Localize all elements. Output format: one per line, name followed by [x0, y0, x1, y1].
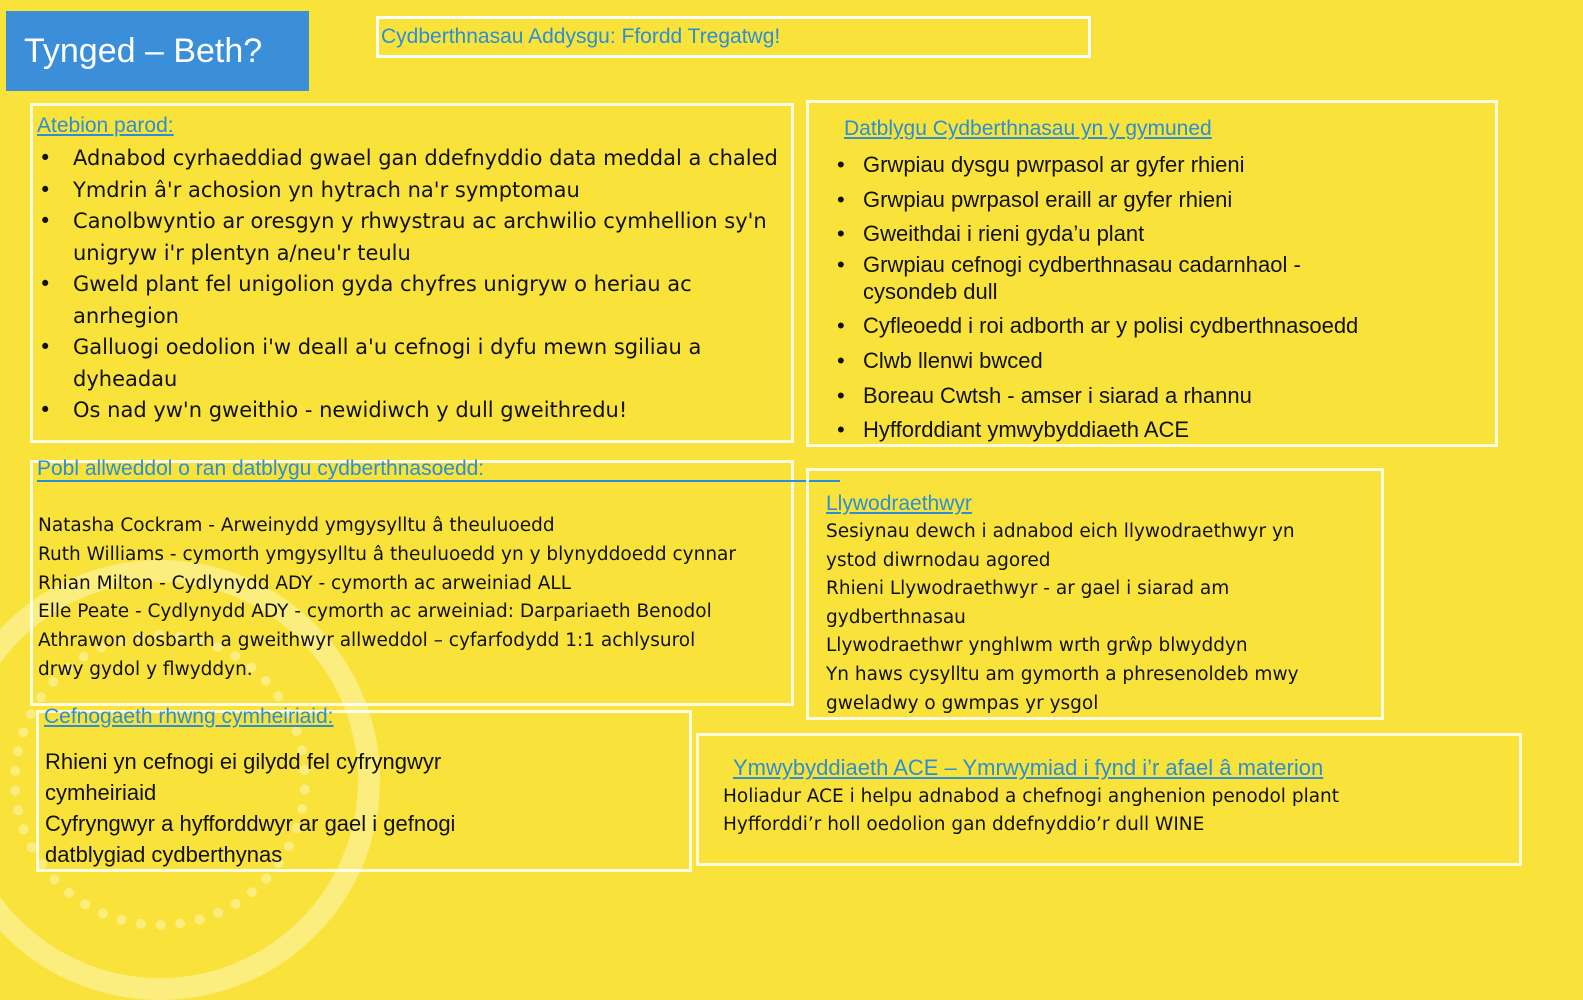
- ace-line: Hyfforddi’r holl oedolion gan ddefnyddio’r dull WINE: [723, 814, 1205, 835]
- pobl-line: Natasha Cockram - Arweinydd ymgysylltu â theuluoedd: [38, 515, 555, 536]
- ace-lines: [723, 783, 1339, 839]
- cefnogaeth-heading: Cefnogaeth rhwng cymheiriaid:: [44, 705, 334, 728]
- cefnogaeth-line: Rhieni yn cefnogi ei gilydd fel cyfryngwyr: [45, 749, 442, 774]
- list-item: • Canolbwyntio ar oresgyn y rhwystrau ac archwilio cymhellion sy'n unigryw i'r plentyn a/neu'r teulu: [39, 209, 767, 265]
- pobl-line: Athrawon dosbarth a gweithwyr allweddol – cyfarfodydd 1:1 achlysurol: [38, 630, 696, 652]
- llywodraethwyr-line: Llywodraethwr ynghlwm wrth grŵp blwyddyn: [826, 635, 1248, 657]
- cefnogaeth-line: datblygiad cydberthynas: [45, 842, 283, 867]
- cefnogaeth-line: cymheiriaid: [45, 780, 157, 805]
- pobl-line: drwy gydol y flwyddyn.: [38, 658, 253, 680]
- llywodraethwyr-line: gydberthnasau: [826, 606, 966, 628]
- list-item: • Grwpiau cefnogi cydberthnasau cadarnhaol - cysondeb dull: [837, 252, 1301, 304]
- list-item: • Boreau Cwtsh - amser i siarad a rhannu: [837, 382, 1252, 408]
- list-item: • Hyfforddiant ymwybyddiaeth ACE: [837, 417, 1190, 442]
- llywodraethwyr-line: ystod diwrnodau agored: [826, 549, 1051, 571]
- ace-heading: Ymwybyddiaeth ACE – Ymrwymiad i fynd i’r afael â materion: [733, 755, 1324, 780]
- pobl-lines: [38, 512, 736, 685]
- cefnogaeth-lines: [45, 746, 455, 870]
- atebion-heading: Atebion parod:: [37, 114, 174, 137]
- llywodraethwyr-line: Rhieni Llywodraethwyr - ar gael i siarad am: [826, 578, 1230, 600]
- llywodraethwyr-line: Yn haws cysylltu am gymorth a phresenoldeb mwy: [826, 663, 1299, 685]
- pobl-line: Rhian Milton - Cydlynydd ADY - cymorth ac arweiniad ALL: [38, 572, 572, 594]
- page-title: Tynged – Beth?: [6, 11, 309, 91]
- list-item: • Gweithdai i rieni gyda’u plant: [837, 221, 1145, 246]
- list-item: • Cyfleoedd i roi adborth ar y polisi cydberthnasoedd: [837, 313, 1359, 338]
- list-item: • Galluogi oedolion i'w deall a'u cefnogi i dyfu mewn sgiliau a dyheadau: [39, 335, 702, 391]
- list-item: • Gweld plant fel unigolion gyda chyfres unigryw o heriau ac anrhegion: [39, 272, 692, 328]
- list-item: • Ymdrin â'r achosion yn hytrach na'r symptomau: [39, 177, 580, 202]
- llywodraethwyr-lines: [826, 518, 1299, 718]
- list-item: • Adnabod cyrhaeddiad gwael gan ddefnyddio data meddal a chaled: [39, 146, 778, 170]
- pobl-heading-underline: [37, 480, 840, 482]
- list-item: • Grwpiau dysgu pwrpasol ar gyfer rhieni: [837, 152, 1245, 177]
- llywodraethwyr-line: gweladwy o gwmpas yr ysgol: [826, 692, 1099, 714]
- list-item: • Clwb llenwi bwced: [837, 348, 1043, 373]
- datblygu-list: [837, 152, 1483, 452]
- list-item: • Os nad yw'n gweithio - newidiwch y dull gweithredu!: [39, 398, 628, 422]
- llywodraethwyr-line: Sesiynau dewch i adnabod eich llywodraethwyr yn: [826, 521, 1295, 542]
- page-subtitle: Cydberthnasau Addysgu: Ffordd Tregatwg!: [376, 16, 1091, 58]
- list-item: • Grwpiau pwrpasol eraill ar gyfer rhieni: [837, 186, 1233, 212]
- pobl-line: Elle Peate - Cydlynydd ADY - cymorth ac arweiniad: Darpariaeth Benodol: [38, 601, 712, 623]
- pobl-heading: Pobl allweddol o ran datblygu cydberthnasoedd:: [37, 457, 485, 480]
- atebion-list: [39, 143, 789, 427]
- llywodraethwyr-heading: Llywodraethwyr: [826, 492, 972, 515]
- pobl-line: Ruth Williams - cymorth ymgysylltu â theuluoedd yn y blynyddoedd cynnar: [38, 543, 736, 565]
- datblygu-heading: Datblygu Cydberthnasau yn y gymuned: [844, 117, 1212, 140]
- cefnogaeth-line: Cyfryngwyr a hyfforddwyr ar gael i gefnogi: [45, 811, 456, 836]
- ace-line: Holiadur ACE i helpu adnabod a chefnogi anghenion penodol plant: [723, 786, 1340, 807]
